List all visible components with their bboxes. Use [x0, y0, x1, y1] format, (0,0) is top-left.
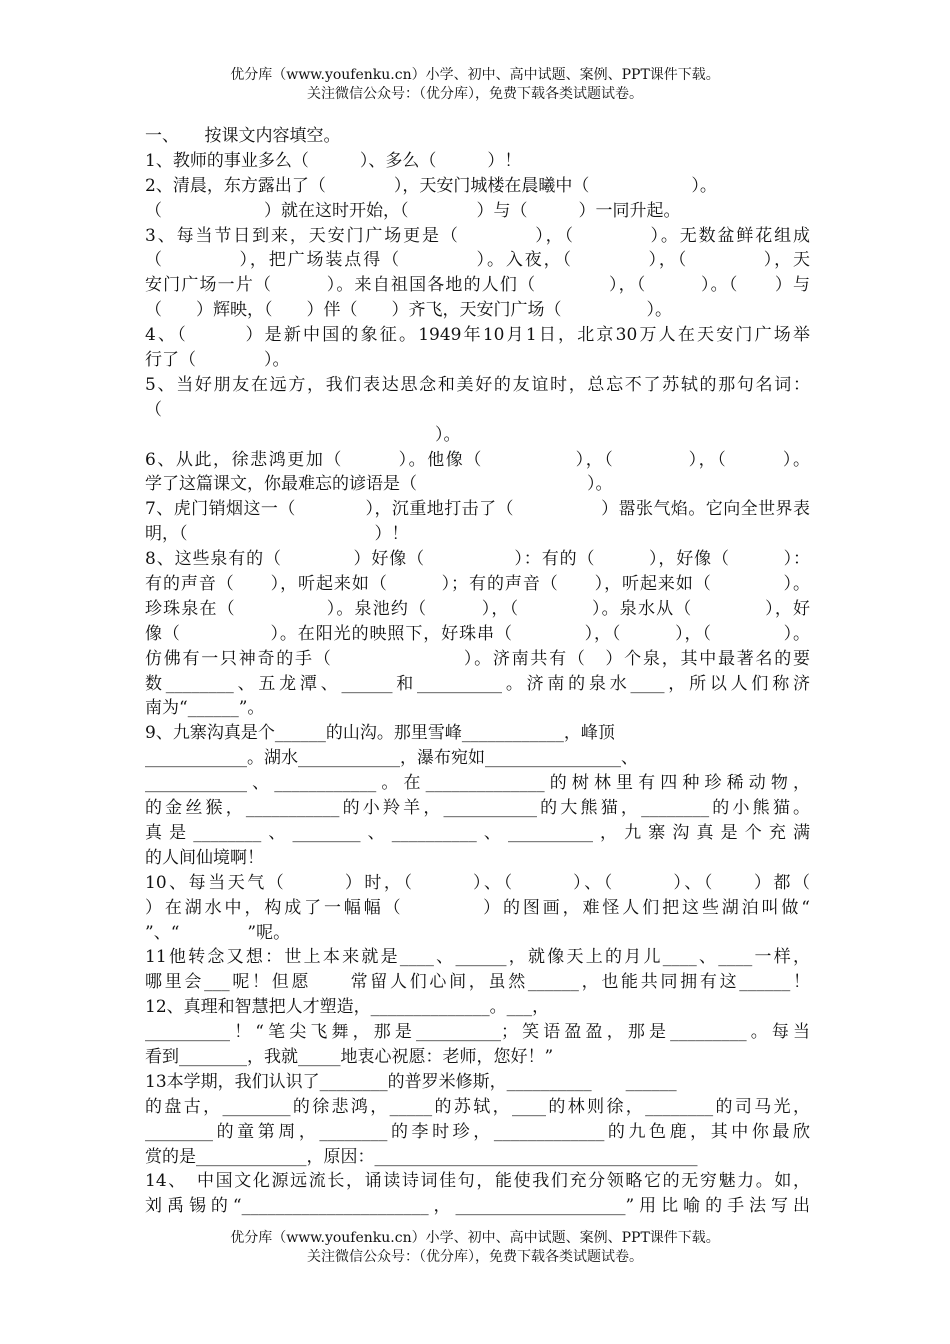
question-5-line: 5、当好朋友在远方，我们表达思念和美好的友谊时，总忘不了苏轼的那句名词： [145, 374, 810, 395]
question-1-line: 1、教师的事业多么（ ）、多么（ ）！ [145, 150, 522, 171]
page-header [0, 66, 950, 104]
question-10-line: 10、每当天气（ ）时，（ ）、（ ）、（ ）、（ ）都（ [145, 872, 810, 893]
question-8-line: 珍珠泉在（ ）。泉池约（ ），（ ）。泉水从（ ），好 [145, 598, 810, 619]
question-2-line: （ ）就在这时开始，（ ）与（ ）一同升起。 [145, 200, 681, 221]
question-13-line: 赏的是_____________，原因：______________________________________ [145, 1146, 698, 1167]
question-9-line: 9、九寨沟真是个______的山沟。那里雪峰____________，峰顶 [145, 723, 615, 744]
question-3-line: 3、每当节日到来，天安门广场更是（ ），（ ）。无数盆鲜花组成 [145, 225, 810, 246]
question-12-line: 12、真理和智慧把人才塑造，______________。___， [145, 997, 550, 1018]
question-8-line: 南为“______”。 [145, 698, 265, 719]
header-line-2: 关注微信公众号：（优分库），免费下载各类试题试卷。 [307, 86, 643, 102]
question-3-line: （ ）辉映，（ ）伴（ ）齐飞，天安门广场（ ）。 [145, 300, 672, 321]
question-2-line: 2、清晨，东方露出了（ ），天安门城楼在晨曦中（ ）。 [145, 175, 717, 196]
question-3-line: 安门广场一片（ ）。来自祖国各地的人们（ ），（ ）。（ ）与 [145, 275, 810, 296]
question-5-line: （ [145, 399, 162, 420]
question-10-line: ”、“ ”呢。 [145, 922, 291, 943]
footer-line-1: 优分库（www.youfenku.cn）小学、初中、高中试题、案例、PPT课件下载。 [230, 1230, 720, 1246]
footer-line-2: 关注微信公众号：（优分库），免费下载各类试题试卷。 [307, 1249, 643, 1265]
question-3-line: （ ），把广场装点得（ ）。入夜，（ ），（ ），天 [145, 250, 810, 271]
question-8-line: 仿佛有一只神奇的手（ ）。济南共有（ ）个泉，其中最著名的要 [145, 648, 810, 669]
question-9-line: 的金丝猴，___________的小羚羊，___________的大熊猫，________的小熊猫。 [145, 798, 810, 819]
page-footer [0, 1229, 950, 1267]
section-title: 一、 按课文内容填空。 [145, 126, 341, 146]
question-13-line: ________的童第周，________的李时珍，_____________的九色鹿，其中你最欣 [145, 1121, 810, 1142]
question-8-line: 有的声音（ ），听起来如（ ）；有的声音（ ），听起来如（ ）。 [145, 574, 810, 595]
question-6-line: 学了这篇课文，你最难忘的谚语是（ ）。 [145, 474, 613, 495]
worksheet-body [145, 124, 810, 1219]
question-8-line: 像（ ）。在阳光的映照下，好珠串（ ），（ ），（ ）。 [145, 623, 810, 644]
question-8-line: 数________、五龙潭、______和__________。济南的泉水____，所以人们称济 [145, 673, 810, 694]
question-10-line: ）在湖水中，构成了一幅幅（ ）的图画，难怪人们把这些湖泊叫做“ [145, 897, 810, 918]
question-7-line: 7、虎门销烟这一（ ），沉重地打击了（ ）嚣张气焰。它向全世界表 [145, 499, 810, 520]
question-13-line: 的盘古，________的徐悲鸿，_____的苏轼，____的林则徐，________的司马光， [145, 1096, 810, 1117]
question-7-line: 明，（ ）！ [145, 524, 409, 545]
question-8-line: 8、这些泉有的（ ）好像（ ）：有的（ ），好像（ ）： [145, 549, 810, 570]
question-14-line: 14、 中国文化源远流长，诵读诗词佳句，能使我们充分领略它的无穷魅力。如， [145, 1171, 810, 1192]
question-13-line: 13本学期，我们认识了________的普罗米修斯，__________ ______ [145, 1071, 677, 1092]
question-11-line: 哪里会___呢！但愿 常留人们心间，虽然______，也能共同拥有这______！ [145, 972, 810, 993]
question-9-line: ____________。湖水____________，瀑布宛如________________、 [145, 748, 638, 769]
header-line-1: 优分库（www.youfenku.cn）小学、初中、高中试题、案例、PPT课件下载。 [230, 67, 720, 83]
question-9-line: ____________、____________。在______________的树林里有四种珍稀动物， [145, 773, 810, 794]
question-4-line: 行了（ ）。 [145, 350, 290, 371]
question-6-line: 6、从此，徐悲鸿更加（ ）。他像（ ），（ ），（ ）。 [145, 449, 810, 470]
question-4-line: 4、（ ）是新中国的象征。1949年10月1日，北京30万人在天安门广场举 [145, 325, 810, 346]
question-12-line: 看到________，我就_____地衷心祝愿：老师，您好！” [145, 1046, 554, 1067]
question-5-line: ）。 [435, 424, 461, 445]
question-14-line: 刘禹锡的“______________________，____________________”用比喻的手法写出 [145, 1196, 810, 1217]
question-12-line: __________！“笔尖飞舞，那是__________；笑语盈盈，那是_________。每当 [145, 1022, 810, 1043]
question-9-line: 真是________、________、__________、__________，九寨沟真是个充满 [145, 822, 810, 843]
question-9-line: 的人间仙境啊！ [145, 847, 264, 868]
question-11-line: 11他转念又想：世上本来就是____、______，就像天上的月儿____、____一样， [145, 947, 810, 968]
